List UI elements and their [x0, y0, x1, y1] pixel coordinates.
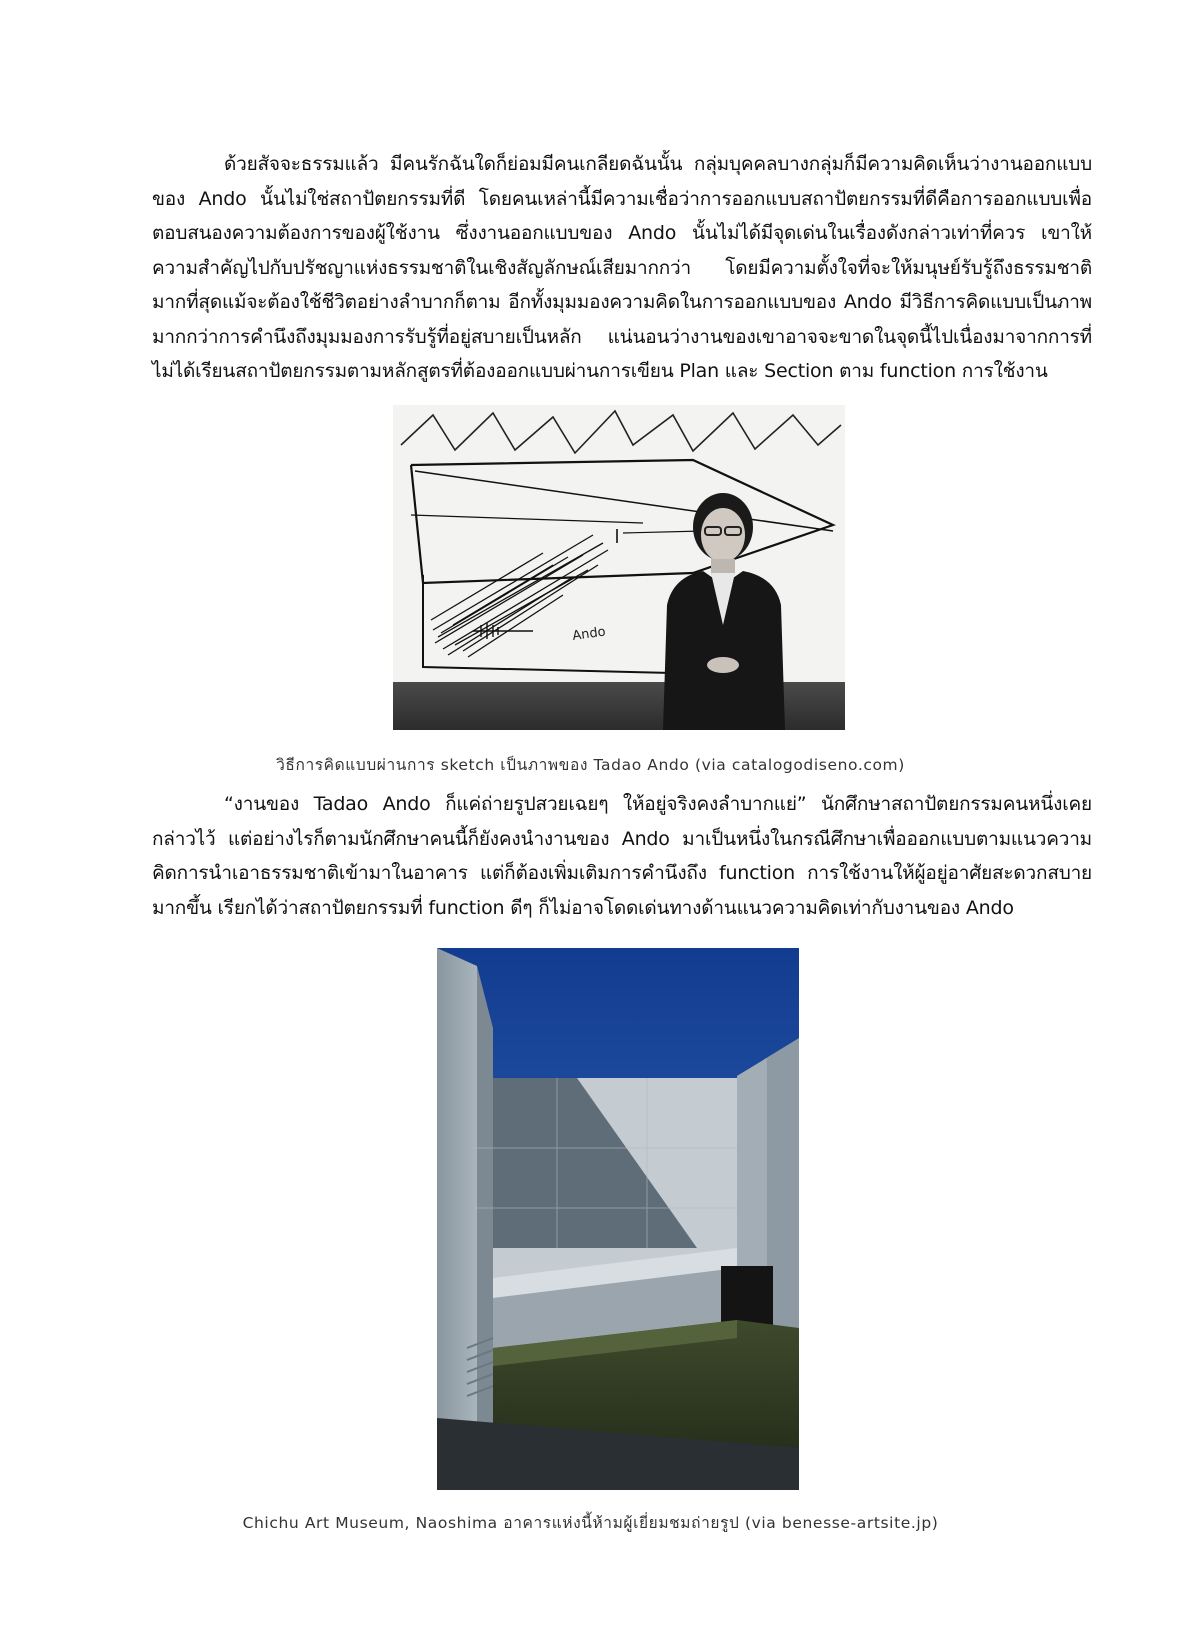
sketch-signature: Ando	[571, 624, 607, 644]
body-paragraph-2: “งานของ Tadao Ando ก็แค่ถ่ายรูปสวยเฉยๆ ให้อยู่จริงคงลำบากแย่” นักศึกษาสถาปัตยกรรมคนหนึ่งเคยกล่าวไว้ แต่อย่างไรก็ตามนักศึกษาคนนี้ก็ยังคงนำงานของ Ando มาเป็นหนึ่งในกรณีศึกษาเพื่อออกแบบตามแนวความคิดการนำเอาธรรมชาติเข้ามาในอาคาร แต่ก็ต้องเพิ่มเติมการคำนึงถึง function การใช้งานให้ผู้อยู่อาศัยสะดวกสบายมากขึ้น เรียกได้ว่าสถาปัตยกรรมที่ function ดีๆ ก็ไม่อาจโดดเด่นทางด้านแนวความคิดเท่ากับงานของ Ando	[152, 793, 1092, 919]
person-figure	[663, 485, 813, 730]
chichu-museum-photo	[437, 948, 799, 1490]
ando-sketch-photo	[393, 405, 845, 730]
courtyard-illustration	[437, 948, 799, 1490]
body-paragraph-1: ด้วยสัจจะธรรมแล้ว มีคนรักฉันใดก็ย่อมมีคนเกลียดฉันนั้น กลุ่มบุคคลบางกลุ่มก็มีความคิดเห็นว่างานออกแบบของ Ando นั้นไม่ใช่สถาปัตยกรรมที่ดี โดยคนเหล่านี้มีความเชื่อว่าการออกแบบสถาปัตยกรรมที่ดีคือการออกแบบเพื่อตอบสนองความต้องการของผู้ใช้งาน ซึ่งงานออกแบบของ Ando นั้นไม่ได้มีจุดเด่นในเรื่องดังกล่าวเท่าที่ควร เขาให้ความสำคัญไปกับปรัชญาแห่งธรรมชาติในเชิงสัญลักษณ์เสียมากกว่า โดยมีความตั้งใจที่จะให้มนุษย์รับรู้ถึงธรรมชาติมากที่สุดแม้จะต้องใช้ชีวิตอย่างลำบากก็ตาม อีกทั้งมุมมองความคิดในการออกแบบของ Ando มีวิธีการคิดแบบเป็นภาพมากกว่าการคำนึงถึงมุมมองการรับรู้ที่อยู่สบายเป็นหลัก แน่นอนว่างานของเขาอาจจะขาดในจุดนี้ไปเนื่องมาจากการที่ไม่ได้เรียนสถาปัตยกรรมตามหลักสูตรที่ต้องออกแบบผ่านการเขียน Plan และ Section ตาม function การใช้งาน	[152, 153, 1092, 382]
figure1-caption: วิธีการคิดแบบผ่านการ sketch เป็นภาพของ Tadao Ando (via catalogodiseno.com)	[276, 756, 905, 774]
figure2-caption: Chichu Art Museum, Naoshima อาคารแห่งนี้ห้ามผู้เยี่ยมชมถ่ายรูป (via benesse-artsite.jp)	[242, 1514, 939, 1532]
